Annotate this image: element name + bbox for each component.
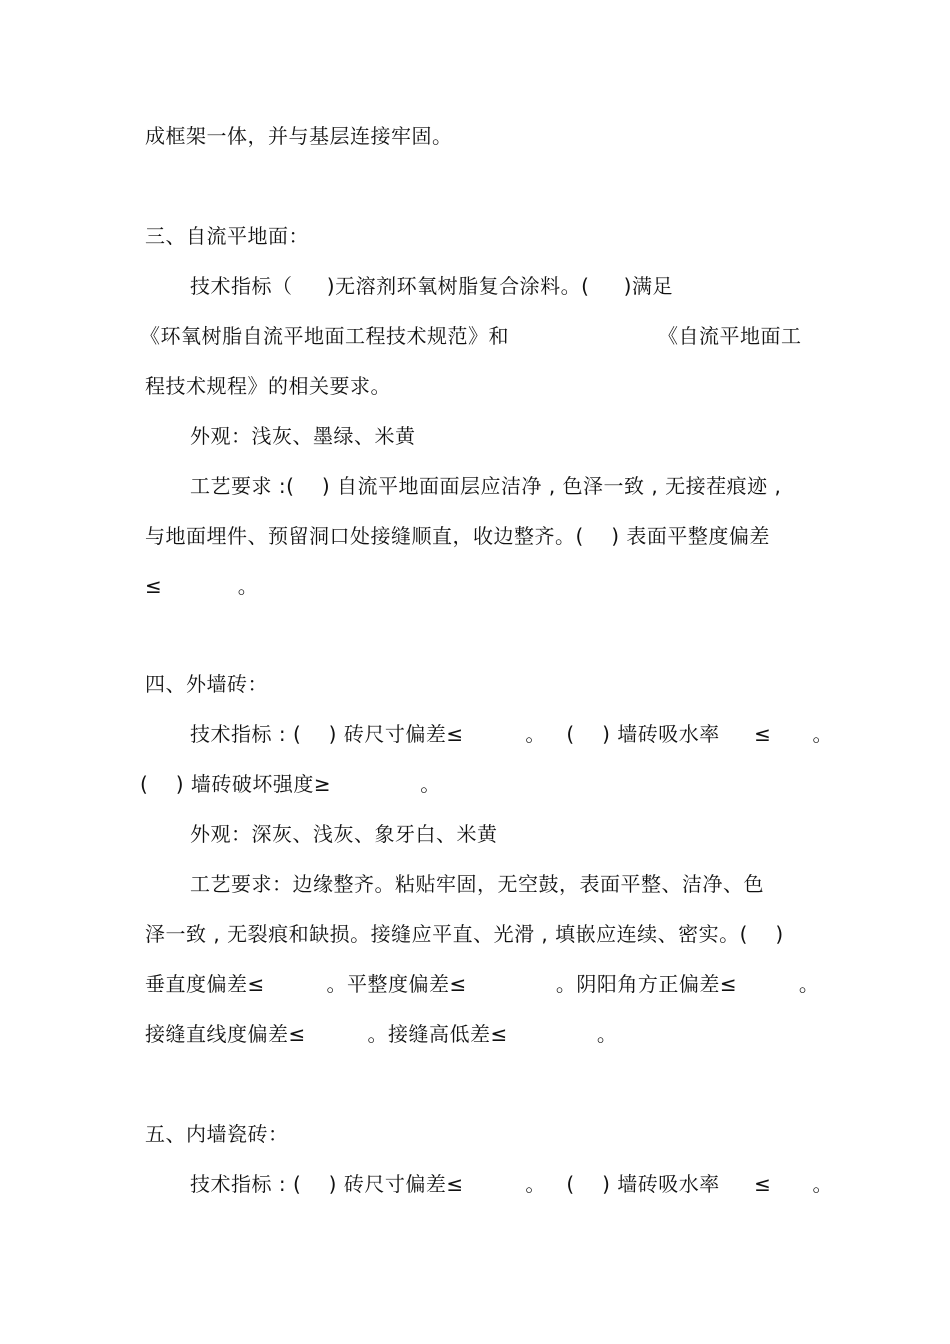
paragraph-line: 技术指标 : ( ) 砖尺寸偏差≤ 。 ( ) 墙砖吸水率 ≤ 。 — [190, 722, 833, 746]
paragraph-line: 技术指标（ )无溶剂环氧树脂复合涂料。( )满足 — [190, 274, 673, 298]
paragraph-line: 泽一致 , 无裂痕和缺损。接缝应平直、光滑 , 填嵌应连续、密实。( ) — [145, 922, 784, 946]
paragraph-line: 垂直度偏差≤ 。平整度偏差≤ 。阴阳角方正偏差≤ 。 — [145, 972, 820, 996]
paragraph-line: ( ) 墙砖破坏强度≥ 。 — [140, 772, 441, 796]
paragraph-line: 工艺要求 :( ) 自流平地面面层应洁净 , 色泽一致 , 无接茬痕迹 , — [190, 474, 782, 498]
paragraph-line: 接缝直线度偏差≤ 。接缝高低差≤ 。 — [145, 1022, 618, 1046]
paragraph-line: 程技术规程》的相关要求。 — [145, 374, 391, 398]
paragraph-line: 与地面埋件、预留洞口处接缝顺直，收边整齐。( ) 表面平整度偏差 — [145, 524, 770, 548]
paragraph-line: 工艺要求：边缘整齐。粘贴牢固，无空鼓，表面平整、洁净、色 — [190, 872, 764, 896]
section-heading-exterior-wall-tile: 四、外墙砖： — [145, 672, 268, 696]
paragraph-line: 技术指标 : ( ) 砖尺寸偏差≤ 。 ( ) 墙砖吸水率 ≤ 。 — [190, 1172, 833, 1196]
section-heading-self-leveling-floor: 三、自流平地面： — [145, 224, 309, 248]
paragraph-line: ≤ 。 — [145, 574, 259, 598]
paragraph-line: 《自流平地面工 — [658, 324, 802, 348]
section-heading-interior-wall-tile: 五、内墙瓷砖： — [145, 1122, 289, 1146]
paragraph-line: 外观：深灰、浅灰、象牙白、米黄 — [190, 822, 498, 846]
paragraph-line: 外观：浅灰、墨绿、米黄 — [190, 424, 416, 448]
paragraph-line: 《环氧树脂自流平地面工程技术规范》和 — [140, 324, 509, 348]
paragraph-line: 成框架一体，并与基层连接牢固。 — [145, 124, 453, 148]
